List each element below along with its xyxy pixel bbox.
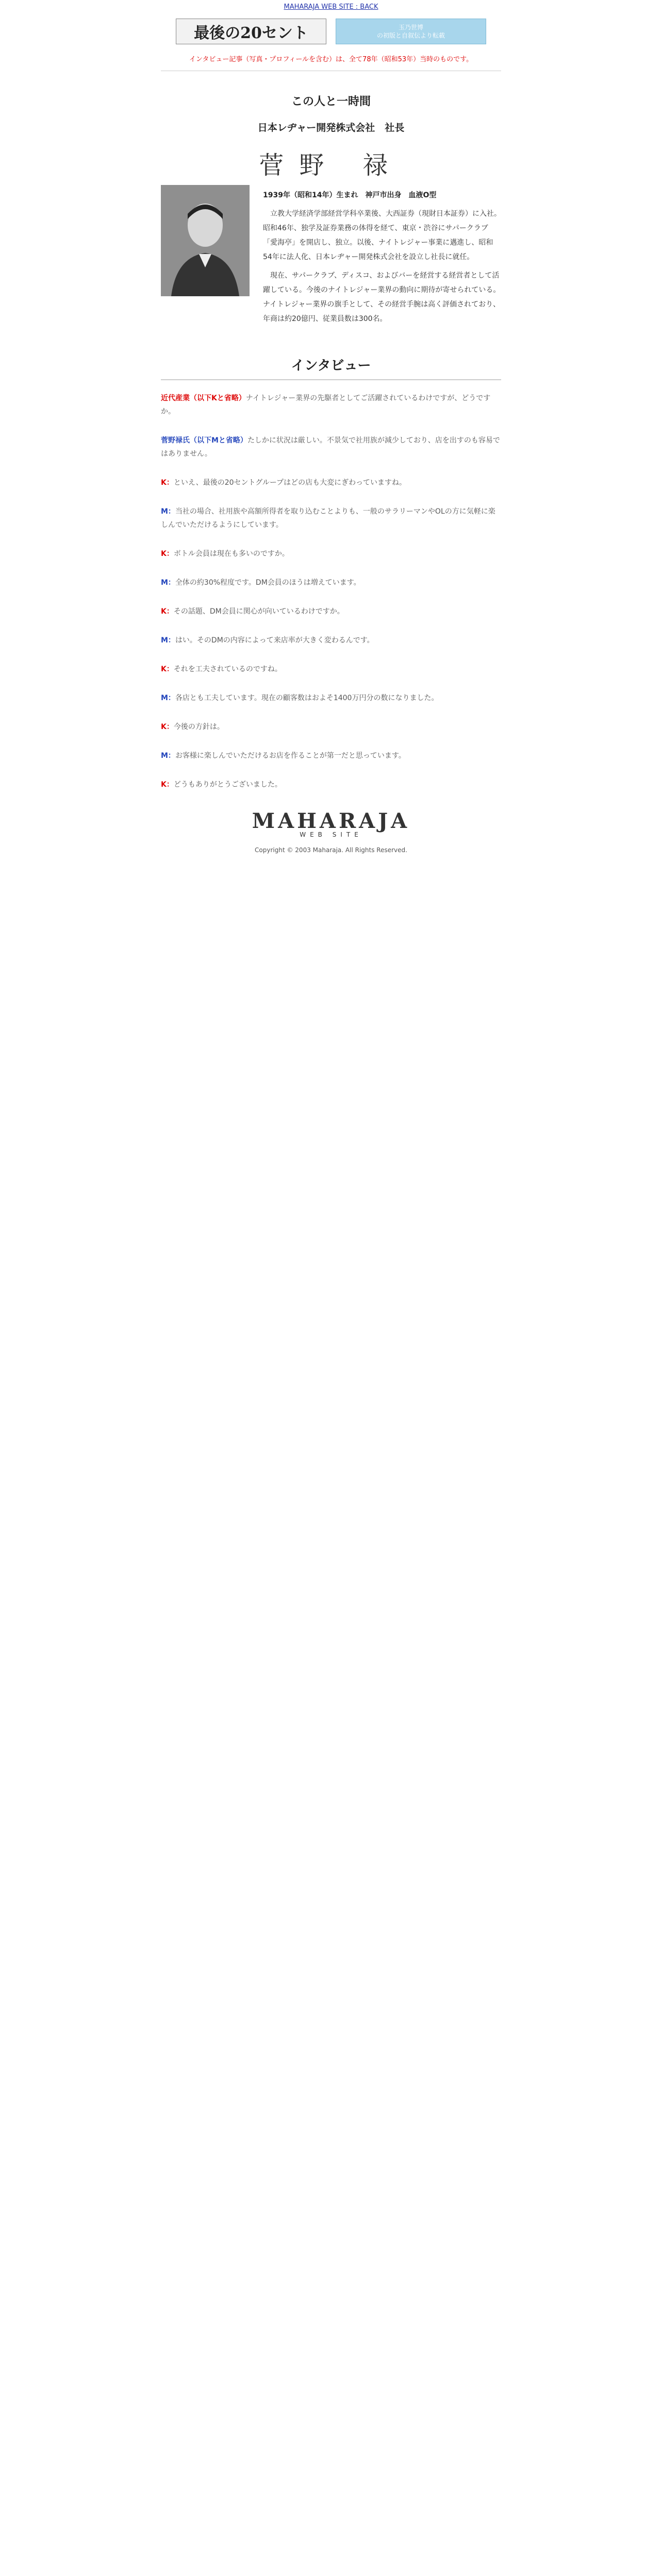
interview-question	[161, 720, 501, 734]
portrait-illustration	[161, 185, 250, 296]
interview-answer	[161, 749, 501, 762]
interview-question	[161, 476, 501, 489]
biography	[263, 207, 501, 326]
speaker-label: K：	[161, 665, 174, 673]
profile	[161, 185, 501, 326]
interview-answer	[161, 634, 501, 647]
company-name: 日本レヂャー開発株式会社 社長	[257, 122, 405, 133]
interview-text: といえ、最後の20セントグループはどの店も大変にぎわっていますね。	[173, 479, 406, 487]
footer	[0, 809, 662, 869]
interview-text: 各店とも工夫しています。現在の顧客数はおよそ1400万円分の数になりました。	[175, 694, 439, 702]
interview-answer	[161, 691, 501, 705]
interview-question	[161, 547, 501, 561]
interview-title: インタビュー	[291, 358, 371, 374]
interview-question	[161, 605, 501, 618]
site-logo[interactable]: 最後の20セント	[176, 19, 326, 44]
interview-answer	[161, 434, 501, 461]
info-line-2: の初版と自叙伝より転載	[376, 32, 445, 39]
profile-text	[263, 185, 501, 326]
speaker-label: K：	[161, 723, 174, 731]
speaker-label: 菅野禄氏（以下Mと省略）	[161, 436, 247, 445]
interview-list	[161, 392, 501, 791]
banner	[0, 19, 662, 44]
speaker-label: M：	[161, 507, 175, 516]
person-name: 菅野 禄	[259, 151, 403, 180]
interview-text: たしかに状況は厳しい。不景気で社用族が減少しており、店を出すのも容易ではありません。	[161, 436, 500, 458]
interview-text: その話題、DM会員に関心が向いているわけですか。	[173, 607, 344, 616]
interview-text: それを工夫されているのですね。	[173, 665, 282, 673]
interview-answer	[161, 505, 501, 532]
birth-info: 1939年（昭和14年）生まれ 神戸市出身 血液O型	[263, 191, 437, 199]
top-nav	[0, 0, 662, 13]
bio-paragraph-2: 現在、サパークラブ、ディスコ、およびバーを経営する経営者として活躍している。今後のナイトレジャー業界の動向に期待が寄せられている。ナイトレジャー業界の旗手として、その経営手腕は高く評価されており、年商は約20億円、従業員数は300名。	[263, 272, 501, 323]
notice: インタビュー記事（写真・プロフィールを含む）は、全て78年（昭和53年）当時のものです。	[189, 56, 473, 63]
speaker-label: M：	[161, 694, 175, 702]
bio-paragraph-1: 立教大学経済学部経営学科卒業後、大西証券（現財日本証券）に入社。昭和46年、独学及証券業務の体得を経て、東京・渋谷にサパークラブ「愛海亭」を開店し、独立。以後、ナイトレジャー事業に邁進し、昭和54年に法人化、日本レヂャー開発株式会社を設立し社長に就任。	[263, 210, 501, 261]
interview-text: 当社の場合、社用族や高額所得者を取り込むことよりも、一般のサラリーマンやOLの方に気軽に楽しんでいただけるようにしています。	[161, 507, 495, 529]
footer-subtitle: WEB SITE	[300, 831, 362, 838]
back-link[interactable]: MAHARAJA WEB SITE : BACK	[284, 3, 378, 11]
page	[0, 0, 662, 869]
interview-question	[161, 663, 501, 676]
speaker-label: M：	[161, 752, 175, 760]
speaker-label: K：	[161, 479, 174, 487]
interview-divider	[161, 379, 501, 380]
section-title: この人と一時間	[291, 95, 371, 108]
interview-question	[161, 392, 501, 418]
speaker-label: K：	[161, 550, 174, 558]
interview-text: お客様に楽しんでいただけるお店を作ることが第一だと思っています。	[175, 752, 406, 760]
interview-text: ナイトレジャー業界の先駆者としてご活躍されているわけですが、どうですか。	[161, 394, 491, 416]
interview-text: 全体の約30%程度です。DM会員のほうは増えています。	[175, 579, 361, 587]
info-box	[336, 19, 486, 44]
info-line-1: 玉乃世博	[398, 24, 423, 31]
interview-text: 今後の方針は。	[173, 723, 224, 731]
speaker-label: 近代産業（以下Kと省略）	[161, 394, 246, 402]
interview-text: どうもありがとうございました。	[173, 781, 282, 789]
speaker-label: M：	[161, 636, 175, 645]
speaker-label: K：	[161, 607, 174, 616]
interview-text: はい。そのDMの内容によって来店率が大きく変わるんです。	[175, 636, 374, 645]
portrait-photo	[161, 185, 250, 296]
interview-text: ボトル会員は現在も多いのですか。	[173, 550, 289, 558]
interview-answer	[161, 576, 501, 589]
speaker-label: M：	[161, 579, 175, 587]
copyright: Copyright © 2003 Maharaja. All Rights Reserved.	[255, 846, 407, 854]
footer-logo[interactable]: MAHARAJA	[252, 809, 410, 833]
interview-question	[161, 778, 501, 791]
speaker-label: K：	[161, 781, 174, 789]
